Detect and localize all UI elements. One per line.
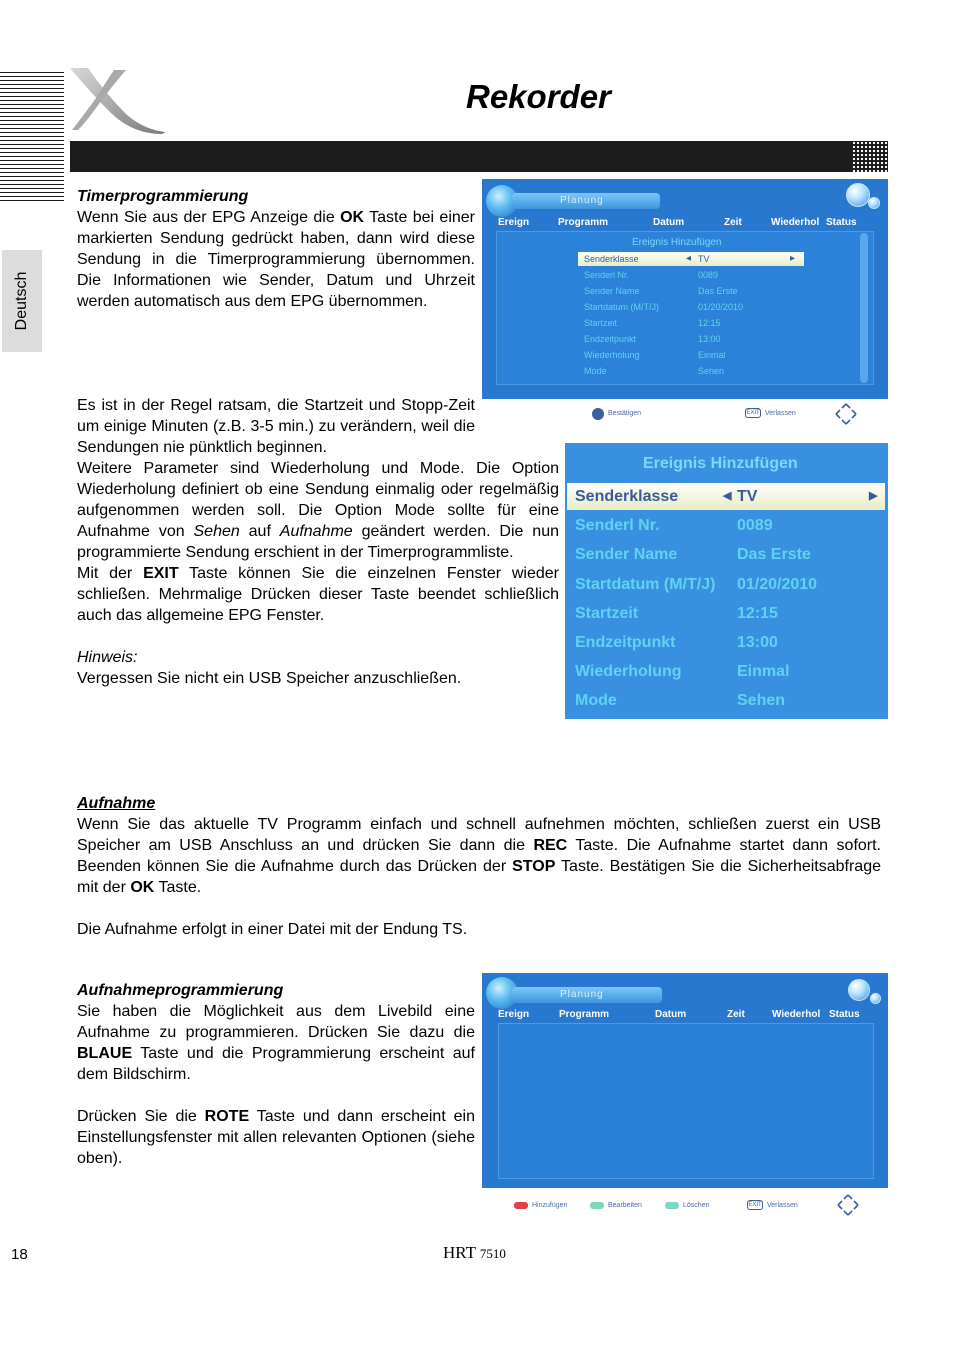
setting-value: 01/20/2010 — [737, 575, 818, 593]
setting-key: Senderl Nr. — [584, 270, 630, 280]
green-key-icon — [590, 1202, 604, 1209]
tv-screenshot-planning-list — [482, 973, 888, 1222]
setting-row[interactable] — [567, 571, 885, 598]
tab-planung: Planung — [512, 987, 662, 1003]
setting-key: Wiederholung — [584, 350, 640, 360]
column-zeit: Zeit — [727, 1009, 745, 1020]
setting-value: Sehen — [698, 366, 725, 376]
column-ereign: Ereign — [498, 217, 530, 228]
exit-key-icon: EXIT — [746, 410, 760, 416]
setting-value: 0089 — [737, 517, 773, 535]
arrow-left-icon[interactable]: ◀ — [686, 255, 691, 262]
setting-key: Sender Name — [584, 286, 640, 296]
setting-key: Endzeitpunkt — [575, 634, 676, 651]
record-section — [77, 793, 881, 940]
note-label: Hinweis: — [77, 649, 138, 666]
column-status: Status — [829, 1009, 860, 1020]
setting-key: Endzeitpunkt — [584, 334, 637, 344]
column-zeit: Zeit — [724, 217, 742, 228]
setting-row[interactable] — [578, 300, 804, 314]
setting-row[interactable] — [567, 629, 885, 656]
setting-key: Senderklasse — [584, 254, 639, 264]
timer-p3-text: Mit der EXIT Taste können Sie die einzelnen Fenster wieder schließen. Mehrmalige Drücken dieser Taste beendet schließlich auch das allgemeine EPG Fenster. — [77, 565, 560, 624]
timer-paragraph-2b — [77, 458, 559, 689]
arrow-right-icon[interactable]: ▶ — [790, 255, 795, 262]
bubble-icon — [848, 979, 870, 1001]
exit-key-icon: EXIT — [748, 1202, 762, 1208]
setting-row[interactable] — [578, 284, 804, 298]
title-bar — [70, 141, 888, 172]
setting-value: Sehen — [737, 692, 786, 710]
model-name: HRT 7510 — [443, 1243, 506, 1262]
setting-key: Mode — [584, 366, 607, 376]
setting-key: Senderklasse — [575, 488, 679, 505]
setting-row[interactable] — [578, 348, 804, 362]
timer-paragraph-2a — [77, 395, 475, 458]
record-paragraph-1: Wenn Sie das aktuelle TV Programm einfach und schnell aufnehmen möchten, schließen zuerst ein USB Speicher am USB Anschluss an und drücken Sie dann die REC Taste. Die Aufnahme startet dann sofort. Beenden können Sie die Aufnahme durch das Drücken der STOP Taste. Bestätigen Sie die Sicherheitsabfrage mit der OK Taste. — [77, 816, 882, 896]
setting-row[interactable] — [567, 600, 885, 627]
arrow-left-icon[interactable]: ◀ — [723, 490, 732, 502]
setting-key: Sender Name — [575, 546, 678, 564]
setting-key: Startdatum (M/T/J) — [575, 575, 716, 593]
column-programm: Programm — [559, 1009, 610, 1020]
column-wiederhol: Wiederhol — [772, 1009, 821, 1020]
setting-row[interactable] — [567, 541, 885, 568]
page-title: Rekorder — [466, 78, 611, 115]
setting-key: Startdatum (M/T/J) — [584, 302, 660, 312]
tv-footer — [482, 399, 888, 429]
heading-record: Aufnahme — [77, 795, 156, 812]
exit-label: Verlassen — [767, 1202, 798, 1209]
tv-screenshot-event-dialog — [482, 179, 888, 429]
ok-label: Bestätigen — [608, 410, 642, 417]
column-status: Status — [826, 217, 857, 228]
setting-value: 0089 — [698, 270, 719, 280]
setting-row[interactable] — [567, 512, 885, 539]
arrow-right-icon[interactable]: ▶ — [869, 490, 878, 502]
setting-row[interactable] — [578, 316, 804, 330]
setting-key: Senderl Nr. — [575, 517, 660, 535]
setting-key: Startzeit — [575, 604, 639, 622]
setting-row[interactable] — [578, 268, 804, 282]
bar-dot-pattern — [852, 141, 888, 172]
page-number: 18 — [11, 1246, 28, 1263]
dialog-title: Ereignis Hinzufügen — [632, 237, 722, 248]
timer-paragraph-1: Wenn Sie aus der EPG Anzeige die OK Taste bei einer markierten Sendung gedrückt haben, dann wird diese Sendung in die Timerprogrammierung übernommen. Die Informationen wie Sender, Datum und Uhrzeit werden automatisch aus dem EPG übernommen. — [77, 209, 476, 310]
timer-p2b-text: Weitere Parameter sind Wiederholung und Mode. Die Option Wiederholung definiert ob eine Sendung einmalig oder regelmäßig aufgenommen werden soll. Die Option Mode sollte für eine Aufnahme von Sehen auf Aufnahme geändert werden. Die nun programmierte Sendung erschient in der Timerprogrammliste. — [77, 460, 559, 561]
setting-row[interactable] — [578, 252, 804, 266]
setting-row[interactable] — [567, 658, 885, 685]
setting-row[interactable] — [567, 483, 885, 510]
bubble-icon — [846, 183, 870, 207]
add-label: Hinzufügen — [532, 1202, 568, 1209]
nav-arrows-icon — [834, 402, 858, 426]
heading-recprog: Aufnahmeprogrammierung — [77, 982, 284, 999]
setting-value: Einmal — [737, 663, 790, 681]
language-tab — [2, 250, 42, 352]
ok-key-icon — [592, 408, 604, 420]
column-ereign: Ereign — [498, 1009, 530, 1020]
zoom-dialog-title: Ereignis Hinzufügen — [643, 455, 798, 472]
setting-row[interactable] — [578, 364, 804, 378]
language-label: Deutsch — [13, 271, 30, 331]
setting-value: TV — [737, 488, 758, 505]
decorative-stripes — [0, 72, 64, 202]
heading-timer: Timerprogrammierung — [77, 188, 249, 205]
exit-label: Verlassen — [765, 410, 796, 417]
column-programm: Programm — [558, 217, 609, 228]
setting-value: TV — [698, 254, 710, 264]
bubble-icon — [868, 197, 880, 209]
tv-footer — [482, 1188, 888, 1222]
recprog-paragraph-1: Sie haben die Möglichkeit aus dem Livebild eine Aufnahme zu programmieren. Drücken Sie dazu die BLAUE Taste und die Programmierung erscheint auf dem Bildschirm. — [77, 1003, 475, 1083]
tv-screenshot-zoom — [565, 443, 888, 719]
brand-logo-x — [66, 64, 168, 136]
scrollbar[interactable] — [860, 233, 868, 383]
tab-planung: Planung — [512, 193, 660, 209]
setting-value: Das Erste — [698, 286, 738, 296]
setting-value: Einmal — [698, 350, 726, 360]
recprog-paragraph-2: Drücken Sie die ROTE Taste und dann erscheint ein Einstellungsfenster mit allen relevanten Optionen (siehe oben). — [77, 1108, 475, 1167]
nav-arrows-icon — [836, 1193, 860, 1217]
setting-value: 13:00 — [698, 334, 721, 344]
red-key-icon — [514, 1202, 528, 1209]
setting-value: 12:15 — [737, 604, 778, 622]
note-text: Vergessen Sie nicht ein USB Speicher anzuschließen. — [77, 670, 462, 687]
delete-label: Löschen — [683, 1202, 710, 1209]
setting-value: 13:00 — [737, 634, 778, 651]
timer-p2a-text: Es ist in der Regel ratsam, die Startzeit und Stopp-Zeit um einige Minuten (z.B. 3-5 min.) zu verändern, weil die Sendungen nie pünktlich beginnen. — [77, 397, 475, 456]
setting-key: Wiederholung — [575, 663, 682, 681]
record-paragraph-2: Die Aufnahme erfolgt in einer Datei mit der Endung TS. — [77, 921, 468, 938]
column-wiederhol: Wiederhol — [771, 217, 820, 228]
setting-row[interactable] — [567, 687, 885, 714]
column-datum: Datum — [655, 1009, 687, 1020]
column-datum: Datum — [653, 217, 685, 228]
recprog-section — [77, 980, 475, 1169]
setting-value: 12:15 — [698, 318, 721, 328]
setting-row[interactable] — [578, 332, 804, 346]
edit-label: Bearbeiten — [608, 1202, 642, 1209]
setting-key: Mode — [575, 692, 617, 710]
setting-key: Startzeit — [584, 318, 618, 328]
setting-value: Das Erste — [737, 546, 811, 564]
setting-value: 01/20/2010 — [698, 302, 744, 312]
empty-list-panel — [498, 1023, 874, 1179]
timer-section-top — [77, 186, 475, 312]
bubble-icon — [870, 993, 881, 1004]
cyan-key-icon — [665, 1202, 679, 1209]
